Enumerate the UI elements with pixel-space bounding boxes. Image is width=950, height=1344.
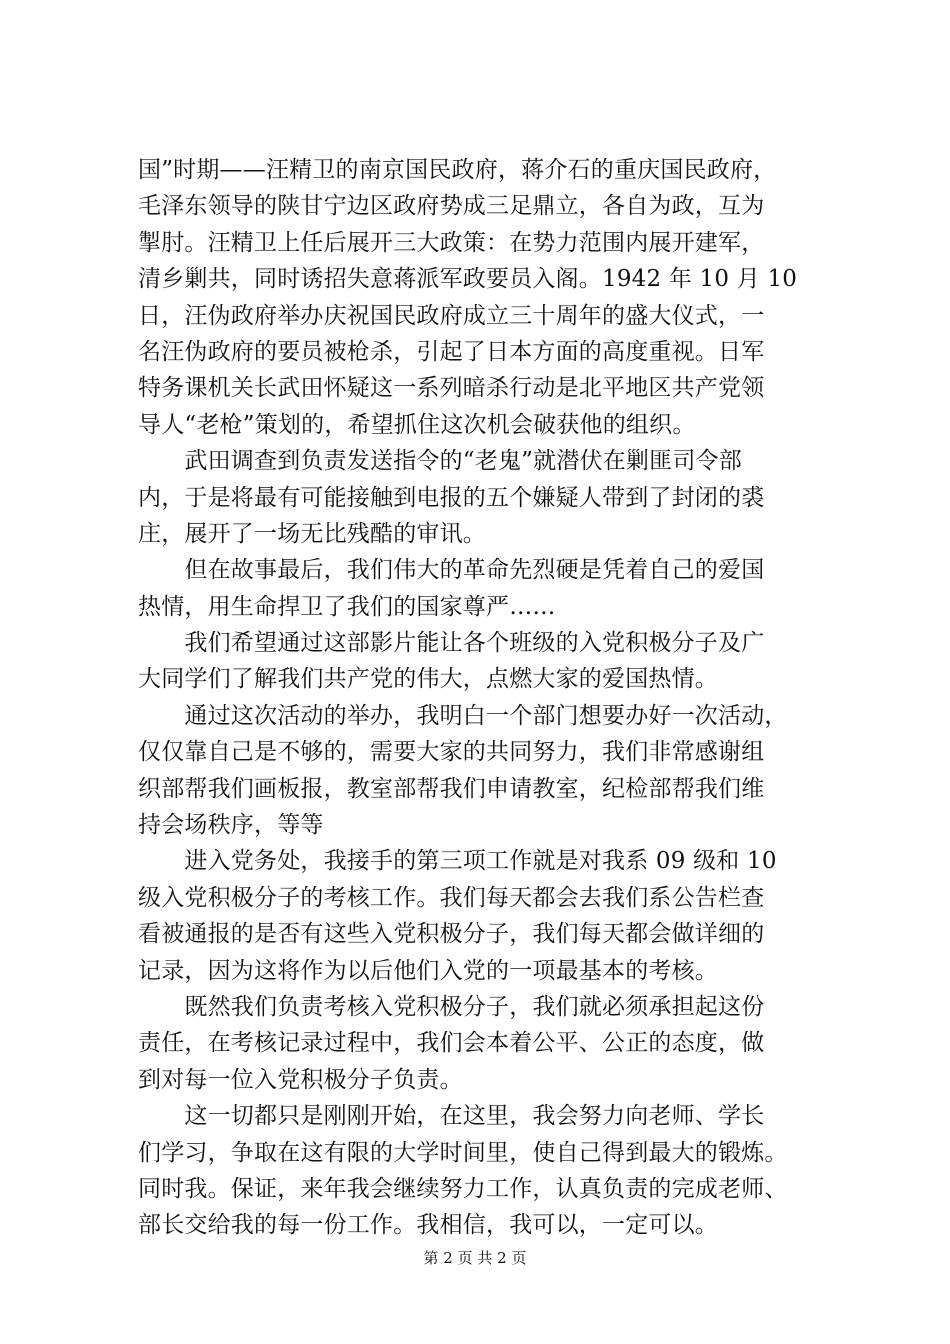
text-line: 部长交给我的每一份工作。我相信，我可以，一定可以。 [138,1212,718,1239]
text-line: 既然我们负责考核入党积极分子，我们就必须承担起这份 [138,993,765,1020]
text-line: 进入党务处，我接手的第三项工作就是对我系 09 级和 10 [138,848,777,875]
text-line: 日，汪伪政府举办庆祝国民政府成立三十周年的盛大仪式，一 [138,302,765,329]
text-line: 责任，在考核记录过程中，我们会本着公平、公正的态度，做 [138,1030,765,1057]
page-number: 第 2 页 共 2 页 [423,1249,527,1267]
text-line: 们学习，争取在这有限的大学时间里，使自己得到最大的锻炼。 [138,1139,788,1166]
text-line: 记录，因为这将作为以后他们入党的一项最基本的考核。 [138,957,718,984]
text-line: 级入党积极分子的考核工作。我们每天都会去我们系公告栏查 [138,884,765,911]
text-line: 我们希望通过这部影片能让各个班级的入党积极分子及广 [138,630,765,657]
text-line: 通过这次活动的举办，我明白一个部门想要办好一次活动， [138,702,788,729]
text-line: 清乡剿共，同时诱招失意蒋派军政要员入阁。1942 年 10 月 10 [138,266,798,293]
text-line: 但在故事最后，我们伟大的革命先烈硬是凭着自己的爱国 [138,557,765,584]
text-line: 持会场秩序，等等 [138,812,324,839]
text-line: 这一切都只是刚刚开始，在这里，我会努力向老师、学长 [138,1103,765,1130]
text-line: 武田调查到负责发送指令的“老鬼”就潜伏在剿匪司令部 [138,448,742,475]
text-line: 特务课机关长武田怀疑这一系列暗杀行动是北平地区共产党领 [138,375,765,402]
text-line: 庄，展开了一场无比残酷的审讯。 [138,520,486,547]
text-line: 国”时期——汪精卫的南京国民政府，蒋介石的重庆国民政府， [138,157,777,183]
body-text [138,152,823,1244]
text-line: 织部帮我们画板报，教室部帮我们申请教室，纪检部帮我们维 [138,775,765,802]
text-line: 看被通报的是否有这些入党积极分子，我们每天都会做详细的 [138,921,765,948]
text-line: 导人“老枪”策划的，希望抓住这次机会破获他的组织。 [138,411,696,438]
text-line: 同时我。保证，来年我会继续努力工作，认真负责的完成老师、 [138,1175,788,1202]
page-footer [0,1248,950,1268]
text-line: 热情，用生命捍卫了我们的国家尊严…… [138,593,556,620]
text-line: 名汪伪政府的要员被枪杀，引起了日本方面的高度重视。日军 [138,338,765,365]
text-line: 到对每一位入党积极分子负责。 [138,1066,463,1093]
text-line: 大同学们了解我们共产党的伟大，点燃大家的爱国热情。 [138,666,718,693]
text-line: 内，于是将最有可能接触到电报的五个嫌疑人带到了封闭的裘 [138,484,765,511]
text-line: 掣肘。汪精卫上任后展开三大政策：在势力范围内展开建军， [138,229,765,256]
text-line: 仅仅靠自己是不够的，需要大家的共同努力，我们非常感谢组 [138,739,765,766]
text-line: 毛泽东领导的陕甘宁边区政府势成三足鼎立，各自为政，互为 [138,193,765,220]
